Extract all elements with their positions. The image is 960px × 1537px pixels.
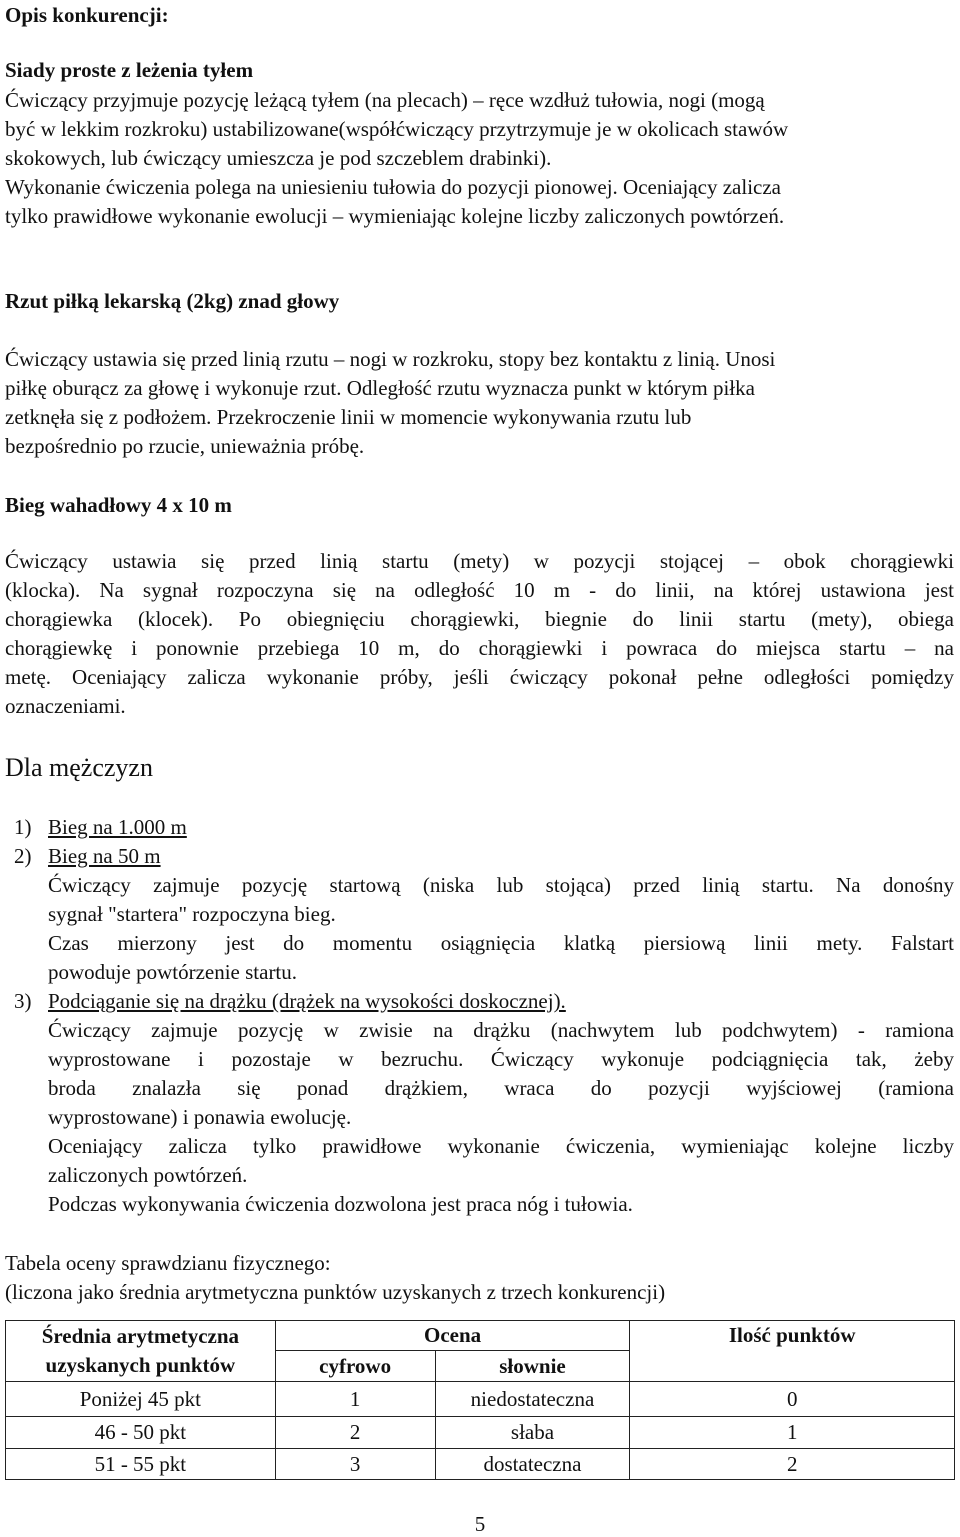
list-item-line: Ćwiczący zajmuje pozycję w zwisie na drążku (nachwytem lub podchwytem) - ramiona [48, 1018, 954, 1042]
ball-line: Ćwiczący ustawia się przed linią rzutu – nogi w rozkroku, stopy bez kontaktu z linią. Unosi [5, 347, 776, 371]
cell-verbal: dostateczna [435, 1449, 630, 1480]
list-item-line: Ćwiczący zajmuje pozycję startową (niska lub stojąca) przed linią startu. Na donośny [48, 873, 954, 897]
cell-numeric: 1 [275, 1382, 435, 1417]
list-item-line: Oceniający zalicza tylko prawidłowe wykonanie ćwiczenia, wymieniając kolejne liczby [48, 1134, 954, 1158]
situps-line: Wykonanie ćwiczenia polega na uniesieniu tułowia do pozycji pionowej. Oceniający zalicza [5, 175, 782, 199]
shuttle-line: chorągiewka (klocek). Po obiegnięciu chorągiewki, biegnie do linii startu (mety), obiega [5, 607, 954, 631]
cell-points: 1 [630, 1417, 955, 1449]
list-number: 2) [14, 844, 32, 868]
list-item-line: wyprostowane i pozostaje w bezruchu. Ćwiczący wykonuje podciągnięcia tak, żeby [48, 1047, 954, 1071]
shuttle-line: Ćwiczący ustawia się przed linią startu (mety) w pozycji stojącej – obok chorągiewki [5, 549, 954, 573]
shuttle-line: (klocka). Na sygnał rozpoczyna się na odległość 10 m - do linii, na której ustawiona jest [5, 578, 954, 602]
list-item-line: Czas mierzony jest do momentu osiągnięcia klatką piersiową linii mety. Falstart [48, 931, 954, 955]
header-numeric: cyfrowo [275, 1351, 435, 1382]
header-points: Ilość punktów [630, 1321, 955, 1382]
table-row [6, 1382, 955, 1417]
list-item-line: sygnał "startera" rozpoczyna bieg. [48, 902, 336, 926]
table-row [6, 1417, 955, 1449]
list-number: 1) [14, 815, 32, 839]
ball-line: piłkę oburącz za głowę i wykonuje rzut. Odległość rzutu wyznacza punkt w którym piłka [5, 376, 755, 400]
ball-line: zetknęła się z podłożem. Przekroczenie linii w momencie wykonywania rzutu lub [5, 405, 692, 429]
header-verbal: słownie [435, 1351, 630, 1382]
men-section-title: Dla mężczyzn [5, 753, 153, 782]
shuttle-line: chorągiewkę i ponownie przebiega 10 m, do chorągiewki i powraca do miejsca startu – na [5, 636, 954, 660]
list-item-label: Podciąganie się na drążku (drążek na wysokości doskocznej). [48, 989, 566, 1013]
table-row [6, 1449, 955, 1480]
situps-line: być w lekkim rozkroku) ustabilizowane(współćwiczący przytrzymuje je w okolicach stawów [5, 117, 789, 141]
header-average [6, 1321, 276, 1382]
situps-line: Ćwiczący przyjmuje pozycję leżącą tyłem (na plecach) – ręce wzdłuż tułowia, nogi (mogą [5, 88, 765, 112]
list-item-line: powoduje powtórzenie startu. [48, 960, 298, 984]
page-number: 5 [474, 1512, 486, 1536]
situps-line: tylko prawidłowe wykonanie ewolucji – wymieniając kolejne liczby zaliczonych powtórzeń. [5, 204, 785, 228]
header-average-line: uzyskanych punktów [45, 1353, 236, 1377]
shuttle-line: oznaczeniami. [5, 694, 126, 718]
list-item-line: Podczas wykonywania ćwiczenia dozwolona jest praca nóg i tułowia. [48, 1192, 633, 1216]
cell-range: 51 - 55 pkt [6, 1449, 276, 1480]
situps-title: Siady proste z leżenia tyłem [5, 58, 254, 82]
cell-points: 2 [630, 1449, 955, 1480]
table-intro-line: Tabela oceny sprawdzianu fizycznego: [5, 1251, 331, 1275]
cell-range: 46 - 50 pkt [6, 1417, 276, 1449]
cell-points: 0 [630, 1382, 955, 1417]
cell-verbal: niedostateczna [435, 1382, 630, 1417]
list-item-label: Bieg na 50 m [48, 844, 161, 868]
cell-verbal: słaba [435, 1417, 630, 1449]
shuttle-title: Bieg wahadłowy 4 x 10 m [5, 493, 232, 517]
list-item-line: wyprostowane) i ponawia ewolucję. [48, 1105, 352, 1129]
list-item-label: Bieg na 1.000 m [48, 815, 187, 839]
table-intro-line: (liczona jako średnia arytmetyczna punktów uzyskanych z trzech konkurencji) [5, 1280, 666, 1304]
cell-numeric: 3 [275, 1449, 435, 1480]
cell-numeric: 2 [275, 1417, 435, 1449]
header-grade: Ocena [275, 1321, 630, 1351]
list-item-line: broda znalazła się ponad drążkiem, wraca do pozycji wyjściowej (ramiona [48, 1076, 954, 1100]
situps-line: skokowych, lub ćwiczący umieszcza je pod szczeblem drabinki). [5, 146, 552, 170]
shuttle-line: metę. Oceniający zalicza wykonanie próby, jeśli ćwiczący pokonał pełne odległości pomiędzy [5, 665, 954, 689]
page-heading: Opis konkurencji: [5, 3, 169, 27]
grade-table [5, 1320, 955, 1480]
ball-line: bezpośrednio po rzucie, unieważnia próbę. [5, 434, 365, 458]
header-average-line: Średnia arytmetyczna [41, 1324, 240, 1348]
list-item-line: zaliczonych powtórzeń. [48, 1163, 248, 1187]
ball-title: Rzut piłką lekarską (2kg) znad głowy [5, 289, 340, 313]
list-number: 3) [14, 989, 32, 1013]
cell-range: Poniżej 45 pkt [6, 1382, 276, 1417]
